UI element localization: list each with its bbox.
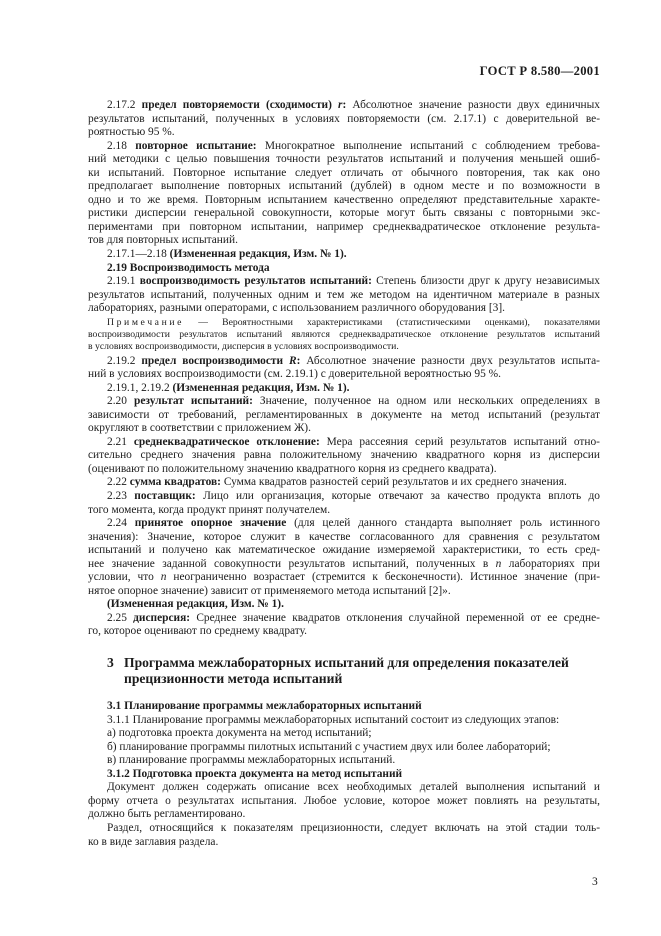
text-line: ний методики с целью повышения точности результатов испытаний и получения меньшей ошиб- bbox=[88, 153, 600, 166]
text-line: сительно среднего значения равна положительному значению квадратного корня из дисперсии bbox=[88, 449, 600, 462]
clause-number: 2.18 bbox=[107, 139, 127, 152]
line-text: Планирование программы межлабораторных испытаний состоит из следующих этапов: bbox=[132, 713, 560, 726]
text-line bbox=[88, 99, 600, 113]
text-line bbox=[88, 436, 600, 450]
section-title-line: Программа межлабораторных испытаний для определения показателей bbox=[124, 655, 569, 671]
clause-2-20 bbox=[88, 395, 600, 436]
line-text: — Вероятностными характеристиками (статистическими оценками), показателями bbox=[198, 317, 601, 329]
amendment-note bbox=[88, 382, 600, 396]
text-line: предполагает выполнение повторных испытаний (дублей) в одном месте и по возможности в bbox=[88, 180, 600, 193]
clause-2-19-1 bbox=[88, 275, 600, 316]
text-line: результатов испытаний, полученных в условиях повторяемости (см. 2.17.1) с доверительной ве- bbox=[88, 112, 600, 125]
text-line bbox=[88, 571, 600, 585]
term: дисперсия: bbox=[133, 611, 191, 624]
subsection-title: Планирование программы межлабораторных испытаний bbox=[124, 700, 422, 713]
clause-number: 2.19.1 bbox=[107, 275, 136, 288]
line-text: Значение, полученное на одном или нескольких определениях в bbox=[259, 395, 600, 408]
term: сумма квадратов: bbox=[129, 476, 221, 489]
clause-2-23 bbox=[88, 490, 600, 517]
document-body bbox=[88, 99, 600, 849]
amendment-clauses: 2.19.1, 2.19.2 bbox=[107, 381, 170, 394]
clause-2-17-2 bbox=[88, 99, 600, 140]
text-line: испытаний и получено как математическое ожидание измеряемой характеристики, то есть сред- bbox=[88, 544, 600, 557]
term: результат испытаний: bbox=[133, 395, 253, 408]
section-heading-line bbox=[107, 655, 600, 671]
term-symbol: r bbox=[338, 99, 343, 111]
text-line bbox=[88, 612, 600, 626]
note-block bbox=[88, 317, 600, 353]
amendment-note: (Измененная редакция, Изм. № 1). bbox=[107, 598, 284, 611]
text-line: одно и то же время. Повторным испытанием качественно определяют представительные характе- bbox=[88, 193, 600, 206]
clause-2-24 bbox=[88, 517, 600, 598]
section-heading-line: прецизионности метода испытаний bbox=[124, 671, 343, 687]
clause-number: 2.20 bbox=[107, 395, 127, 408]
text-line bbox=[88, 355, 600, 369]
clause-2-19-2 bbox=[88, 355, 600, 382]
clause-2-25 bbox=[88, 612, 600, 639]
clause-number: 2.23 bbox=[107, 490, 127, 503]
text-line bbox=[88, 476, 600, 490]
text-line: значения): Значение, которое служит в качестве согласованного для сравнения с результатом bbox=[88, 530, 600, 543]
note-line: воспроизводимости результатов испытаний являются среднеквадратическое отклонение результатов испытаний bbox=[88, 329, 600, 341]
text-line: ний в условиях воспроизводимости (см. 2.19.1) с доверительной вероятностью 95 %. bbox=[88, 368, 501, 381]
text-line: форму отчета о результатах испытания. Любое условие, которое может повлиять на результаты, bbox=[88, 794, 600, 807]
term-colon: : bbox=[296, 354, 301, 367]
text-line bbox=[88, 558, 600, 572]
line-text: Абсолютное значение разности двух единичных bbox=[352, 99, 600, 111]
line-text: Многократное выполнение испытаний с соблюдением требова- bbox=[264, 139, 600, 152]
list-item: а) подготовка проекта документа на метод испытаний; bbox=[107, 727, 372, 740]
text-line: Раздел, относящийся к показателям прецизионности, следует включать на этой стадии толь- bbox=[107, 821, 600, 834]
line-text: Лицо или организация, которые отвечают за качество продукта вплоть до bbox=[203, 490, 600, 503]
term: предел воспроизводимости bbox=[141, 354, 284, 367]
line-text: условии, что bbox=[88, 571, 154, 584]
text-line: того момента, когда продукт принят получателем. bbox=[88, 503, 331, 516]
note-label: Примечание bbox=[107, 317, 185, 329]
clause-2-21 bbox=[88, 436, 600, 477]
subsection-title: Подготовка проекта документа на метод испытаний bbox=[132, 767, 403, 780]
list-item: б) планирование программы пилотных испытаний с участием двух или более лабораторий; bbox=[107, 740, 551, 753]
note-line: в условиях воспроизводимости, дисперсия в условиях воспроизводимости. bbox=[88, 341, 399, 353]
term-symbol: R bbox=[288, 354, 297, 367]
text-line: го, которое оценивают по среднему квадрату. bbox=[88, 625, 308, 638]
line-text: (для целей данного стандарта выполняет роль истинного bbox=[294, 517, 600, 530]
amendment-clauses: 2.17.1—2.18 bbox=[107, 248, 167, 261]
text-line: ристики дисперсии генеральной совокупности, которые могут быть связаны с повторными экс- bbox=[88, 207, 600, 220]
text-line: результатов испытаний, полученных одним и тем же методом на идентичном материале в разных bbox=[88, 288, 600, 301]
clause-number: 3.1.1 bbox=[107, 713, 130, 726]
term: воспроизводимость результатов испытаний: bbox=[139, 275, 372, 288]
subsection-title: Воспроизводимость метода bbox=[129, 261, 270, 274]
list-item: в) планирование программы межлабораторных испытаний. bbox=[107, 754, 396, 767]
subsection-heading-2-19 bbox=[88, 262, 600, 276]
variable-n: n bbox=[495, 557, 502, 570]
line-text: Мера рассеяния серий результатов испытаний отно- bbox=[326, 435, 600, 448]
text-line: периментами при повторном испытании, например среднеквадратическое отклонение результа- bbox=[88, 220, 600, 233]
term: принятое опорное значение bbox=[134, 517, 287, 530]
subsection-heading-3-1-2 bbox=[88, 768, 600, 782]
text-line: тов для повторных испытаний. bbox=[88, 234, 238, 247]
subsection-number: 3.1 bbox=[107, 700, 122, 713]
clause-2-18 bbox=[88, 140, 600, 248]
line-text: неограниченно возрастает (стремится к бесконечности). Истинное значение (при- bbox=[173, 571, 600, 584]
variable-n: n bbox=[160, 571, 167, 584]
line-text: Абсолютное значение разности двух результатов испыта- bbox=[306, 354, 600, 367]
term: предел повторяемости (сходимости) bbox=[141, 99, 332, 111]
text-line: ки испытаний. Повторное испытание следует отличать от обычного повторения, так как оно bbox=[88, 166, 600, 179]
paragraph bbox=[88, 781, 600, 822]
text-line: должно быть регламентировано. bbox=[88, 808, 246, 821]
clause-number: 2.22 bbox=[107, 476, 127, 489]
amendment-note bbox=[88, 248, 600, 262]
text-line: лабораториях, разными операторами, с использованием различного оборудования [3]. bbox=[88, 302, 506, 315]
amendment-text: (Измененная редакция, Изм. № 1). bbox=[172, 381, 350, 394]
text-line: роятностью 95 %. bbox=[88, 126, 175, 139]
clause-number: 2.25 bbox=[107, 611, 127, 624]
clause-number: 2.21 bbox=[107, 435, 127, 448]
text-line bbox=[88, 140, 600, 154]
line-text: лабораториях при bbox=[508, 557, 600, 570]
subsection-heading-3-1 bbox=[88, 700, 600, 714]
clause-number: 2.19.2 bbox=[107, 354, 136, 367]
line-text: нее значение заданной совокупности результатов испытаний, полученных в bbox=[88, 557, 489, 570]
text-line bbox=[88, 490, 600, 504]
subsection-number: 3.1.2 bbox=[107, 767, 130, 780]
line-text: Среднее значение квадратов отклонения случайной переменной от ее средне- bbox=[196, 611, 600, 624]
text-line bbox=[88, 275, 600, 289]
paragraph bbox=[88, 822, 600, 849]
clause-number: 2.24 bbox=[107, 517, 127, 530]
section-heading-3 bbox=[107, 655, 600, 687]
text-line: зависимости от требований, регламентированных в документе на метод испытаний (результат bbox=[88, 408, 600, 421]
text-line: нятое опорное значение) зависит от применяемого метода испытаний [2]». bbox=[88, 584, 451, 597]
term: поставщик: bbox=[134, 490, 196, 503]
page-number: 3 bbox=[592, 876, 598, 888]
line-text: Степень близости друг к другу независимых bbox=[376, 275, 600, 288]
term: среднеквадратическое отклонение: bbox=[133, 435, 320, 448]
text-line bbox=[88, 517, 600, 531]
note-line bbox=[88, 317, 600, 329]
clause-3-1-1 bbox=[88, 714, 600, 728]
section-number: 3 bbox=[107, 655, 114, 671]
clause-2-22 bbox=[88, 476, 600, 490]
term: повторное испытание: bbox=[135, 139, 257, 152]
text-line bbox=[88, 395, 600, 409]
document-code-header: ГОСТ Р 8.580—2001 bbox=[479, 64, 600, 78]
amendment-text: (Измененная редакция, Изм. № 1). bbox=[169, 248, 347, 261]
term-colon: : bbox=[342, 99, 347, 111]
text-line: (оценивают по положительному значению квадратного корня из среднего квадрата). bbox=[88, 462, 497, 475]
clause-number: 2.17.2 bbox=[107, 99, 136, 111]
text-line: Документ должен содержать описание всех необходимых деталей выполнения испытаний и bbox=[107, 781, 600, 794]
line-text: Сумма квадратов разностей серий результатов и их среднего значения. bbox=[223, 476, 567, 489]
subsection-number: 2.19 bbox=[107, 261, 127, 274]
text-line: округляют в соответствии с приложением Ж). bbox=[88, 422, 311, 435]
text-line: ко в виде заглавия раздела. bbox=[88, 835, 219, 848]
